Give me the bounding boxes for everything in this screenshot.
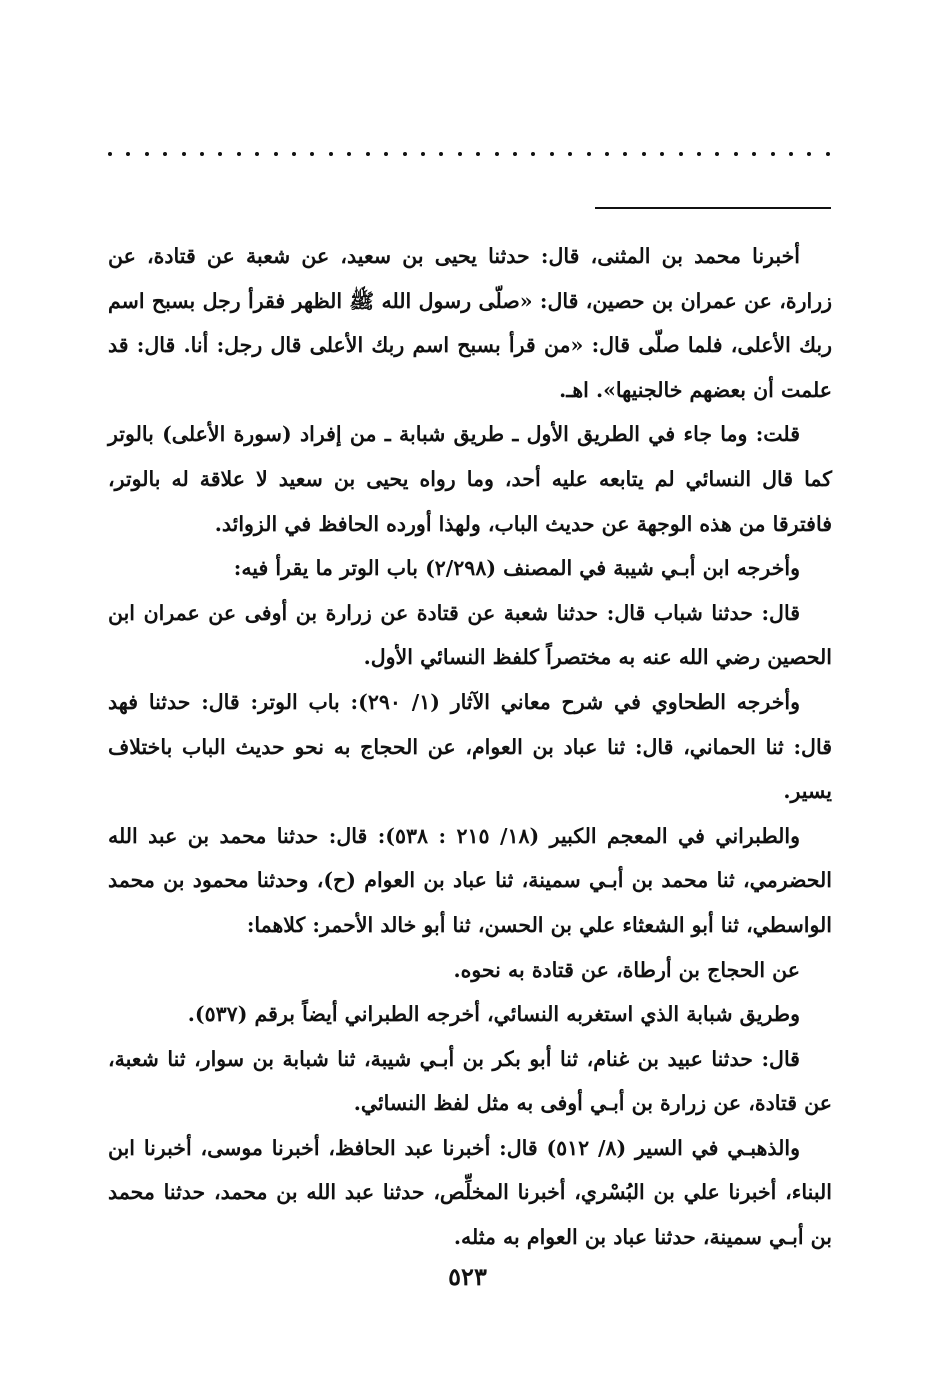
footnote-text xyxy=(108,234,832,1260)
paragraph: والطبراني في المعجم الكبير (١٨/ ٢١٥ : ٥٣٨): قال: حدثنا محمد بن عبد الله الحضرمي، ثنا محمد بن أبـي سمينة، ثنا عباد بن العوام (ح)، وحدثنا محمود بن محمد الواسطي، ثنا أبو الشعثاء علي بن الحسن، ثنا أبو خالد الأحمر: كلاهما: xyxy=(108,823,832,937)
paragraph: قال: حدثنا شباب قال: حدثنا شعبة عن قتادة عن زرارة بن أوفى عن عمران ابن الحصين رضي الله عنه به مختصراً كلفظ النسائي الأول. xyxy=(108,600,832,670)
paragraph: عن الحجاج بن أرطاة، عن قتادة به نحوه. xyxy=(453,957,800,982)
paragraph: وأخرجه ابن أبـي شيبة في المصنف (٢/٢٩٨) باب الوتر ما يقرأ فيه: xyxy=(233,556,800,581)
paragraph: قلت: وما جاء في الطريق الأول ـ طريق شبابة ـ من إفراد (سورة الأعلى) بالوتر كما قال النسائي لم يتابعه عليه أحد، وما رواه يحيى بن سعيد لا علاقة له بالوتر، فافترقا من هذه الوجهة عن حديث الباب، ولهذا أورده الحافظ في الزوائد. xyxy=(108,422,832,536)
paragraph: والذهبـي في السير (٨/ ٥١٢) قال: أخبرنا عبد الحافظ، أخبرنا موسى، أخبرنا ابن البناء، أخبرنا علي بن البُسْري، أخبرنا المخلِّص، حدثنا عبد الله بن محمد، حدثنا محمد بن أبـي سمينة، حدثنا عباد بن العوام به مثله. xyxy=(108,1135,832,1250)
paragraph: قال: حدثنا عبيد بن غنام، ثنا أبو بكر بن أبـي شيبة، ثنا شبابة بن سوار، ثنا شعبة، عن قتادة، عن زرارة بن أبـي أوفى به مثل لفظ النسائي. xyxy=(108,1046,832,1116)
paragraph: أخبرنا محمد بن المثنى، قال: حدثنا يحيى بن سعيد، عن شعبة عن قتادة، عن زرارة، عن عمران بن حصين، قال: «صلّى رسول الله ﷺ الظهر فقرأ رجل بسبح اسم ربك الأعلى، فلما صلّى قال: «من قرأ بسبح اسم ربك الأعلى قال رجل: أنا. قال: قد علمت أن بعضهم خالجنيها». اهـ. xyxy=(108,244,832,402)
paragraph: وأخرجه الطحاوي في شرح معاني الآثار (١/ ٢٩٠): باب الوتر: قال: حدثنا فهد قال: ثنا الحماني، قال: ثنا عباد بن العوام، عن الحجاج به نحو حديث الباب باختلاف يسير. xyxy=(108,689,832,804)
footnote-rule xyxy=(595,207,831,209)
dotted-separator xyxy=(108,148,830,160)
page-number: ٥٢٣ xyxy=(448,1262,487,1291)
paragraph: وطريق شبابة الذي استغربه النسائي، أخرجه الطبراني أيضاً برقم (٥٣٧). xyxy=(187,1002,800,1027)
